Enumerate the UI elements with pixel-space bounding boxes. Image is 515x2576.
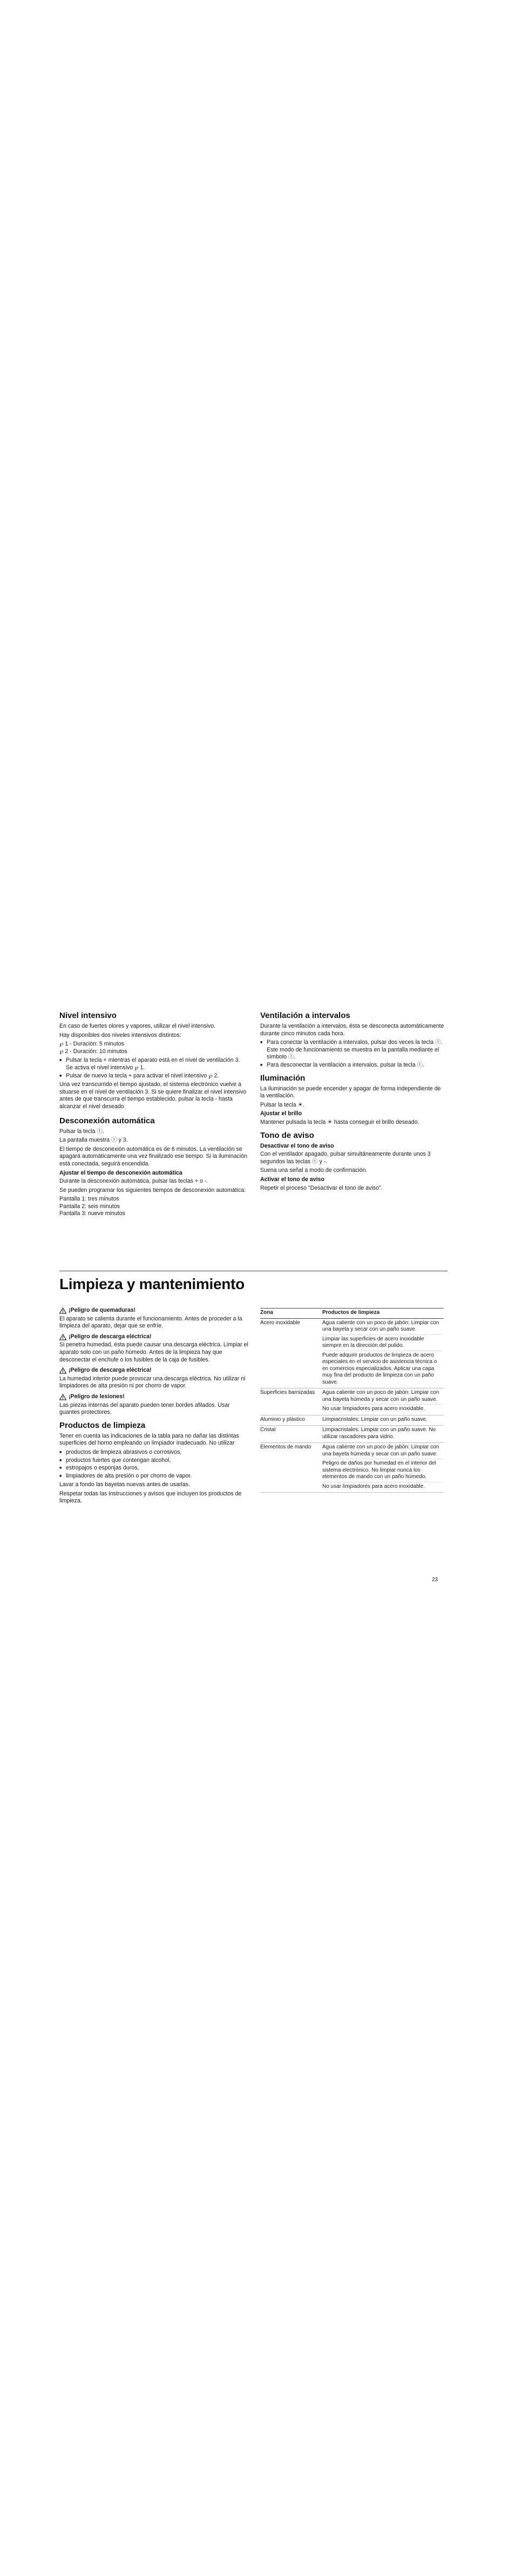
table-cell-line: No usar limpiadores para acero inoxidable.: [322, 1483, 425, 1489]
warning-shock-1-title: ¡Peligro de descarga eléctrica!: [69, 1333, 152, 1340]
table-cell-line: Agua caliente con un poco de jabón: Limpiar con una bayeta húmeda y secar con un paño suave.: [322, 1444, 442, 1459]
table-cell-products: [322, 1318, 444, 1388]
tono-p2: Suena una señal a modo de confirmación.: [260, 1167, 368, 1174]
table-cell-zone: Aluminio y plástico: [260, 1415, 322, 1426]
warning-shock-1-text: Si penetra humedad, ésta puede causar una descarga eléctrica. Limpiar el aparato solo con un paño húmedo. Antes de la limpieza hay que desconectar el enchufe o los fusibles de la caja de fusibles.: [59, 1341, 248, 1363]
table-cell-products: [322, 1426, 444, 1443]
nivel-p3: Una vez transcurrido el tiempo ajustado, el sistema electrónico vuelve a situarse en el nivel de ventilación 3. Si se quiere finalizar el nivel intensivo antes de que transcurra el tiempo establecido, pulsar la tecla - hasta alcanzar el nivel deseado.: [59, 1081, 247, 1110]
ilum-subtitle: Ajustar el brillo: [260, 1110, 302, 1117]
vent-bullet-1: [260, 1039, 446, 1061]
table-cell-line: No usar limpiadores para acero inoxidable.: [322, 1406, 425, 1412]
nivel-list: [59, 1057, 248, 1080]
nivel-opt1: ℘ 1 - Duración: 5 minutos: [59, 1041, 124, 1048]
table-cell-line: Agua caliente con un poco de jabón: Limpiar con una bayeta húmeda y secar con un paño suave.: [322, 1390, 442, 1405]
warning-shock-1: [59, 1333, 248, 1341]
nivel-p1: En caso de fuertes olores y vapores, utilizar el nivel intensivo.: [59, 1023, 216, 1029]
productos-list: [59, 1449, 248, 1480]
desc-p4: Durante la desconexión automática, pulsar las teclas + o -.: [59, 1178, 208, 1185]
table-row: [260, 1388, 444, 1415]
cleaning-table: [260, 1308, 444, 1493]
table-header-zona: Zona: [260, 1309, 322, 1319]
warning-shock-2: [59, 1367, 248, 1374]
nivel-bullet-2: [59, 1073, 248, 1080]
warning-burn: [59, 1307, 248, 1314]
page-number: 23: [432, 1577, 438, 1583]
warning-triangle-icon: [59, 1394, 66, 1400]
table-cell-zone: Cristal: [260, 1426, 322, 1443]
nivel-b1: Pulsar la tecla + mientras el aparato está en el nivel de ventilación 3.: [66, 1057, 240, 1064]
warning-injury-text: Las piezas internas del aparato pueden tener bordes afilados. Usar guantes protectores.: [59, 1401, 230, 1416]
table-cell-line: Peligro de daños por humedad en el interior del sistema electrónico. No limpiar nunca los elementos de mando con un paño húmedo.: [322, 1460, 442, 1482]
table-cell-line: Limpiacristales: Limpiar con un paño suave. No utilizar rascadores para vidrio.: [322, 1427, 436, 1440]
table-cell-zone: Superficies barnizadas: [260, 1388, 322, 1415]
warning-triangle-icon: [59, 1367, 66, 1374]
productos-item: ■ limpiadores de alta presión o por chorro de vapor.: [59, 1473, 248, 1480]
productos-p2: Lavar a fondo las bayetas nuevas antes de usarlas.: [59, 1481, 191, 1488]
table-cell-line: Limpiacristales: Limpiar con un paño suave.: [322, 1416, 428, 1422]
cleaning-left-column: [59, 1307, 248, 1507]
productos-title: Productos de limpieza: [59, 1420, 146, 1430]
nivel-intensivo-title: Nivel intensivo: [59, 1011, 117, 1020]
table-row: [260, 1415, 444, 1426]
tono-p3: Repetir el proceso "Desactivar el tono de aviso".: [260, 1184, 383, 1191]
table-cell-zone: Acero inoxidable: [260, 1318, 322, 1388]
warning-injury-title: ¡Peligro de lesiones!: [69, 1393, 125, 1400]
ilum-p1: La iluminación se puede encender y apagar de forma independiente de la ventilación.: [260, 1085, 441, 1100]
warning-shock-2-text: La humedad interior puede provocar una descarga eléctrica. No utilizar ni limpiadores de alta presión ni por chorro de vapor.: [59, 1375, 246, 1390]
warning-burn-text: El aparato se calienta durante el funcionamiento. Antes de proceder a la limpieza del aparato, dejar que se enfríe.: [59, 1315, 242, 1330]
table-cell-line: Puede adquirir productos de limpieza de acero especiales en el servicio de asistencia técnica o en comercios especializados. Aplicar una capa muy fina del producto de limpieza con un paño suave.: [322, 1352, 437, 1385]
table-cell-products: [322, 1443, 444, 1493]
table-cell-line: Agua caliente con un poco de jabón: Limpiar con una bayeta y secar con un paño suave.: [322, 1320, 442, 1335]
table-header-row: [260, 1309, 444, 1319]
productos-item: ■ productos fuertes que contengan alcohol,: [59, 1457, 248, 1465]
warning-burn-title: ¡Peligro de quemaduras!: [69, 1307, 136, 1313]
table-cell-products: [322, 1388, 444, 1415]
warning-triangle-icon: [59, 1307, 66, 1314]
productos-p1: Tener en cuenta las indicaciones de la tabla para no dañar las distintas superficies del horno empleando un limpiador inadecuado. No utilizar: [59, 1432, 239, 1447]
table-row: [260, 1318, 444, 1388]
table-cell-products: [322, 1415, 444, 1426]
left-column: [59, 1011, 248, 1219]
desc-p3: El tiempo de desconexión automática es de 6 minutos. La ventilación se apagará automáticamente una vez finalizado ese tiempo. Si la iluminación está conectada, seguirá encendida.: [59, 1145, 248, 1167]
nivel-bullet-1: [59, 1057, 248, 1071]
nivel-b1b: Se activa el nivel intensivo ℘ 1.: [66, 1064, 145, 1071]
warning-shock-2-title: ¡Peligro de descarga eléctrica!: [69, 1367, 152, 1374]
vent-bullet-2: [260, 1062, 446, 1069]
desc-l1: Pantalla 1: tres minutos: [59, 1196, 119, 1203]
warning-triangle-icon: [59, 1334, 66, 1340]
right-column: [260, 1011, 446, 1193]
tono-title: Tono de aviso: [260, 1130, 314, 1140]
desconexion-title: Desconexión automática: [59, 1116, 155, 1125]
vent-list: [260, 1039, 446, 1069]
desc-subtitle: Ajustar el tiempo de desconexión automática: [59, 1169, 182, 1176]
productos-p3: Respetar todas las instrucciones y avisos que incluyen los productos de limpieza.: [59, 1490, 242, 1505]
table-cell-zone: Elementos de mando: [260, 1443, 322, 1493]
desc-l3: Pantalla 3: nueve minutos: [59, 1210, 125, 1217]
desc-l2: Pantalla 2: seis minutos: [59, 1203, 120, 1210]
vent-p1: Durante la ventilación a intervalos, ésta se desconecta automáticamente durante cinco minutos cada hora.: [260, 1023, 444, 1037]
vent-b1: Para conectar la ventilación a intervalos, pulsar dos veces la tecla ⓣ.: [267, 1039, 443, 1046]
tono-sub1: Desactivar el tono de aviso: [260, 1142, 334, 1149]
vent-b1b: Este modo de funcionamiento se muestra en la pantalla mediante el símbolo ⓣ.: [267, 1046, 439, 1061]
nivel-opt2: ℘ 2 - Duración: 10 minutos: [59, 1048, 127, 1055]
desc-p1: Pulsar la tecla ⓣ.: [59, 1128, 105, 1135]
vent-b2: Para desconectar la ventilación a intervalos, pulsar la tecla ⓣ.: [267, 1061, 425, 1068]
productos-item: ■ estropajos o esponjas duros,: [59, 1465, 248, 1472]
desc-p5: Se pueden programar los siguientes tiempos de desconexión automática:: [59, 1186, 246, 1193]
ventilacion-title: Ventilación a intervalos: [260, 1011, 350, 1020]
productos-item: ■ productos de limpieza abrasivos o corrosivos,: [59, 1449, 248, 1456]
warning-injury: [59, 1393, 248, 1401]
tono-sub2: Activar el tono de aviso: [260, 1176, 324, 1183]
section-title: Limpieza y mantenimiento: [59, 1276, 245, 1292]
table-row: [260, 1443, 444, 1493]
table-cell-line: Limpiar las superficies de acero inoxidable siempre en la dirección del pulido.: [322, 1336, 442, 1351]
iluminacion-title: Iluminación: [260, 1073, 306, 1083]
ilum-p3: Mantener pulsada la tecla ☀ hasta conseguir el brillo deseado.: [260, 1118, 419, 1125]
desc-p2: La pantalla muestra ⓣ y 3.: [59, 1137, 128, 1144]
ilum-p2: Pulsar la tecla ☀.: [260, 1101, 304, 1108]
tono-p1: Con el ventilador apagado, pulsar simultáneamente durante unos 3 segundos las teclas ⓣ y -.: [260, 1151, 431, 1165]
table-row: [260, 1426, 444, 1443]
nivel-p2: Hay disponibles dos niveles intensivos distintos:: [59, 1031, 181, 1039]
nivel-b2: Pulsar de nuevo la tecla + para activar el nivel intensivo ℘ 2.: [66, 1072, 219, 1079]
table-header-productos: Productos de limpieza: [322, 1309, 444, 1319]
